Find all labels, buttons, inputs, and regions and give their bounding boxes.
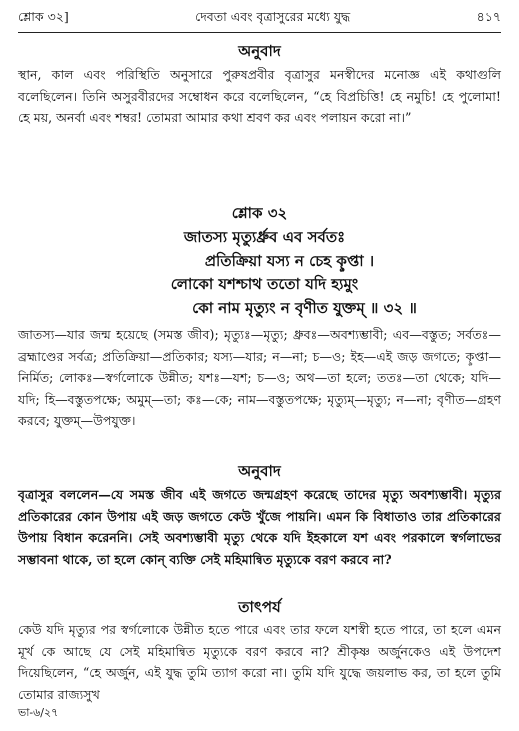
verse-heading: শ্লোক ৩২: [231, 204, 288, 222]
verse-line-3: লোকো যশশ্চাথ ততো যদি হ্যমুং: [170, 275, 359, 293]
verse-line-1: জাতস্য মৃত্যুর্ধ্রুব এব সর্বতঃ: [183, 228, 346, 246]
page-number: ৪১৭: [476, 9, 501, 24]
sanskrit-verse: [0, 226, 519, 320]
purport-heading: তাৎপর্য: [238, 598, 281, 616]
verse-line-4: কো নাম মৃত্যুং ন বৃণীত যুক্তম্ ॥ ৩২ ॥: [192, 298, 417, 317]
translation-paragraph-1: স্থান, কাল এবং পরিস্থিতি অনুসারে পুরুষপ্রবীর বৃত্রাসুর মনস্বীদের মনোজ্ঞ এই কথাগুলি বলেছিলেন। তিনি অসুরবীরদের সম্বোধন করে বলেছিলেন, “হে বিপ্রচিত্তি! হে নমুচি! হে পুলোমা! হে ময়, অনর্বা এবং শম্বর! তোমরা আমার কথা শ্রবণ কর এবং পলায়ন করো না।”: [18, 67, 501, 125]
translation-paragraph-2: বৃত্রাসুর বললেন—যে সমস্ত জীব এই জগতে জন্মগ্রহণ করেছে তাদের মৃত্যু অবশ্যম্ভাবী। মৃত্যুর প্রতিকারের কোন উপায় এই জড় জগতে কেউ খুঁজে পায়নি। এমন কি বিধাতাও তার প্রতিকারের উপায় বিধান করেননি। সেই অবশ্যম্ভাবী মৃত্যু থেকে যদি ইহকালে যশ এবং পরকালে স্বর্গলাভের সম্ভাবনা থাকে, তা হলে কোন্ ব্যক্তি সেই মহিমান্বিত মৃত্যুকে বরণ করবে না?: [18, 487, 501, 567]
translation-heading-1: অনুবাদ: [238, 42, 281, 60]
translation-heading-2: অনুবাদ: [238, 462, 281, 480]
signature-mark: ভা-৬/২৭: [18, 706, 59, 719]
synonyms-paragraph: জাতস্য—যার জন্ম হয়েছে (সমস্ত জীব); মৃত্যুঃ—মৃত্যু; ধ্রুবঃ—অবশ্যম্ভাবী; এব—বস্তুত; সর্বতঃ—ব্রহ্মাণ্ডের সর্বত্র; প্রতিক্রিয়া—প্রতিকার; যস্য—যার; ন—না; চ—ও; ইহ—এই জড় জগতে; কৢপ্তা—নির্মিত; লোকঃ—স্বর্গলোকে উন্নীত; যশঃ—যশ; চ—ও; অথ—তা হলে; ততঃ—তা থেকে; যদি—যদি; হি—বস্তুতপক্ষে; অমুম্—তা; কঃ—কে; নাম—বস্তুতপক্ষে; মৃত্যুম্—মৃত্যু; ন—না; বৃণীত—গ্রহণ করবে; যুক্তম্—উপযুক্ত।: [18, 327, 501, 428]
header-rule: [18, 32, 501, 33]
chapter-title: দেবতা এবং বৃত্রাসুরের মধ্যে যুদ্ধ: [195, 9, 351, 24]
verse-reference: শ্লোক ৩২]: [18, 9, 69, 24]
purport-paragraph: কেউ যদি মৃত্যুর পর স্বর্গলোকে উন্নীত হতে পারে এবং তার ফলে যশস্বী হতে পারে, তা হলে এমন মূর্খ কে আছে যে সেই মহিমান্বিত মৃত্যুকে বরণ করবে না? শ্রীকৃষ্ণ অর্জুনকেও এই উপদেশ দিয়েছিলেন, “হে অর্জুন, এই যুদ্ধ তুমি ত্যাগ করো না। তুমি যদি যুদ্ধে জয়লাভ কর, তা হলে তুমি তোমার রাজ্যসুখ: [18, 622, 501, 702]
verse-line-2: প্রতিক্রিয়া যস্য ন চেহ কৢপ্তা ।: [204, 251, 375, 270]
running-header: [18, 8, 501, 30]
